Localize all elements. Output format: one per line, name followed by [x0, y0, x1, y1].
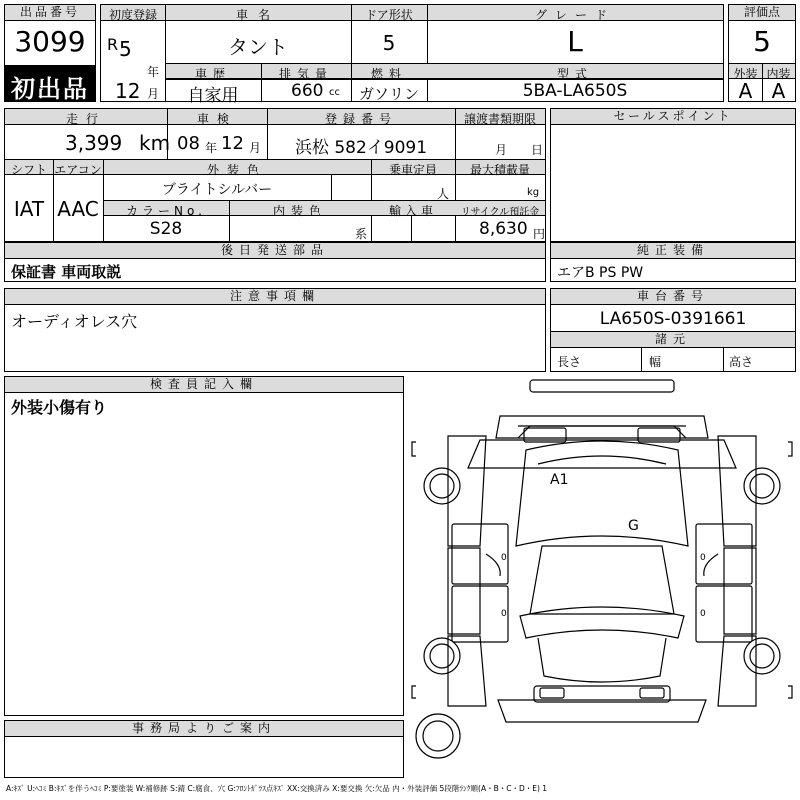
first-reg-label: 初度登録: [108, 8, 157, 22]
first-reg-era: R: [107, 35, 119, 54]
car-diagram: [408, 376, 796, 778]
max-load-unit: kg: [527, 187, 540, 198]
svg-text:0: 0: [501, 609, 507, 619]
notes-value: オーディオレス穴: [11, 312, 138, 331]
ext-color-label: 外装色: [206, 163, 267, 177]
reg-no-value: 浜松 582イ9091: [294, 138, 428, 158]
later-parts-box: [4, 242, 546, 282]
genuine-value: エアB PS PW: [557, 265, 644, 281]
details-box: [4, 108, 546, 242]
score-box: [728, 4, 796, 102]
max-load-label: 最大積載量: [469, 163, 530, 177]
int-score-value: A: [771, 79, 786, 103]
model-value: 5BA-LA650S: [522, 81, 628, 101]
fuel-label: 燃料: [370, 67, 407, 81]
door-label: ドア形状: [365, 8, 413, 22]
capacity-label: 乗車定員: [388, 163, 437, 177]
ext-color-value: ブライトシルバー: [161, 182, 273, 198]
first-reg-month-unit: 月: [147, 87, 160, 101]
sales-points-box: [550, 108, 796, 242]
inspector-label: 検査員記入欄: [5, 377, 403, 393]
svg-text:0: 0: [700, 609, 706, 619]
notes-box: [4, 288, 546, 372]
chassis-label: 車台番号: [551, 289, 795, 305]
later-parts-value: 保証書 車両取説: [11, 263, 122, 281]
recycle-value: 8,630: [479, 219, 528, 239]
inspection-month-unit: 月: [249, 141, 262, 155]
damage-mark-a1: A1: [550, 472, 569, 488]
first-reg-month: 12: [115, 79, 141, 103]
inspection-month: 12: [221, 133, 244, 154]
inspection-label: 車検: [196, 112, 237, 126]
dims-length: 長さ: [557, 355, 582, 369]
dims-width: 幅: [649, 355, 662, 369]
transfer-day-unit: 日: [531, 143, 544, 157]
inspector-box: [4, 376, 404, 716]
color-no-value: S28: [149, 219, 183, 239]
legend-text: A:ｷｽﾞ U:ﾍｺﾐ B:ｷｽﾞを伴うﾍｺﾐ P:要塗装 W:補修跡 S:錆 C:腐食、穴 G:ﾌﾛﾝﾄｶﾞﾗｽ点ｷｽﾞ XX:交換済み X:要交換 欠:欠品 内・外装評価 5段階ﾗﾝｸ順(A・B・C・D・E) 1: [6, 784, 548, 793]
displacement-label: 排気量: [278, 67, 333, 81]
inspection-year: 08: [177, 133, 200, 154]
car-name-label: 車名: [235, 8, 280, 22]
reg-no-label: 登録番号: [324, 112, 397, 126]
lot-label: 出品番号: [5, 5, 95, 21]
dims-label: 諸元: [551, 332, 795, 348]
first-reg-year-unit: 年: [147, 65, 160, 79]
ext-score-value: A: [738, 79, 753, 103]
transfer-label: 譲渡書類期限: [463, 112, 536, 126]
office-label: 事務局よりご案内: [5, 721, 403, 737]
lot-number: 3099: [14, 25, 86, 58]
svg-text:0: 0: [501, 553, 507, 563]
mileage-value: 3,399: [65, 131, 123, 155]
damage-mark-g: G: [628, 518, 639, 534]
chassis-box: [550, 288, 796, 372]
int-score-label: 内装: [766, 67, 791, 81]
model-label: 型式: [556, 67, 593, 81]
score-value: 5: [753, 25, 771, 58]
first-listing-text: 初出品: [11, 75, 89, 103]
ext-score-label: 外装: [733, 67, 758, 81]
dims-height: 高さ: [729, 355, 754, 369]
int-color-unit: 系: [355, 227, 368, 241]
later-parts-label: 後日発送部品: [5, 243, 545, 259]
inspector-value: 外装小傷有り: [11, 398, 108, 417]
displacement-unit: cc: [329, 87, 340, 98]
history-value: 自家用: [187, 86, 239, 106]
recycle-unit: 円: [533, 227, 546, 241]
svg-text:0: 0: [700, 553, 706, 563]
first-reg-year: 5: [119, 37, 132, 61]
inspection-year-unit: 年: [205, 141, 218, 155]
genuine-box: [550, 242, 796, 282]
score-label: 評価点: [729, 5, 795, 21]
car-name-value: タント: [228, 35, 288, 59]
car-diagram-box: [408, 376, 796, 778]
grade-value: L: [567, 25, 583, 58]
chassis-value: LA650S-0391661: [599, 309, 747, 329]
history-label: 車歴: [194, 67, 231, 81]
import-label: 輸入車: [388, 204, 437, 218]
sales-points-label: セールスポイント: [551, 109, 795, 125]
grade-label: グレード: [534, 8, 615, 22]
int-color-label: 内装色: [272, 204, 327, 218]
mileage-label: 走行: [65, 112, 106, 126]
fuel-value: ガソリン: [358, 85, 419, 103]
shift-label: シフト: [10, 163, 47, 177]
top-info-box: [100, 4, 724, 106]
recycle-label: リサイクル預託金: [460, 207, 540, 218]
shift-value: IAT: [13, 197, 45, 221]
aircon-value: AAC: [57, 197, 99, 221]
lot-box: [4, 4, 96, 102]
aircon-label: エアコン: [54, 163, 102, 177]
mileage-unit: km: [139, 131, 171, 155]
door-value: 5: [382, 31, 396, 55]
genuine-label: 純正装備: [551, 243, 795, 259]
color-no-label: カラーNo.: [126, 204, 206, 218]
office-box: [4, 720, 404, 778]
transfer-month-unit: 月: [495, 143, 508, 157]
capacity-unit: 人: [437, 187, 450, 201]
displacement-value: 660: [291, 81, 324, 101]
notes-label: 注意事項欄: [5, 289, 545, 305]
